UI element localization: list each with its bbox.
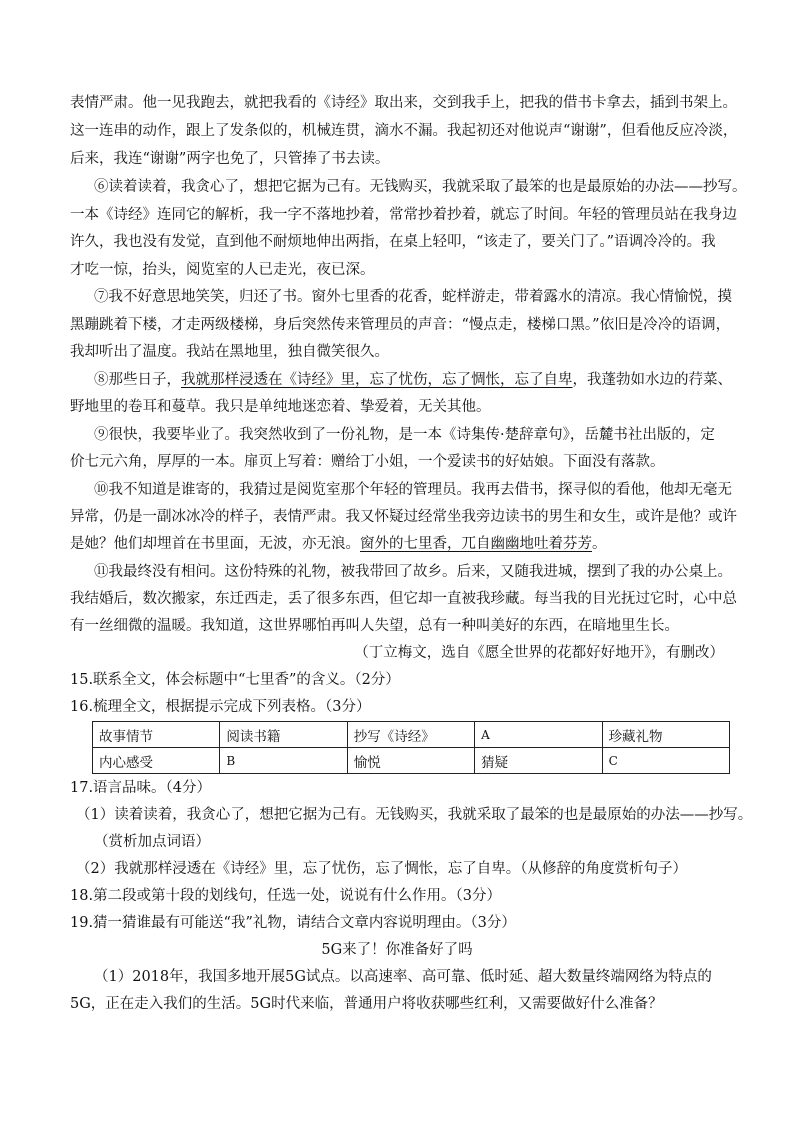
next-article-para1: （1）2018年，我国多地开展5G试点。以高速率、高可靠、低时延、超大数量终端网络为特点的 xyxy=(94,969,712,985)
question-17-2: （2）我就那样浸透在《诗经》里，忘了忧伤，忘了惆怅，忘了自卑。（从修辞的角度赏析句子） xyxy=(76,861,687,877)
para8-lead: ⑧那些日子， xyxy=(94,372,181,388)
para6-line2: 一本《诗经》连同它的解析，我一字不落地抄着，常常抄着抄着，就忘了时间。年轻的管理员站在我身边 xyxy=(70,207,737,223)
para6-line4: 才吃一惊，抬头，阅览室的人已走光，夜已深。 xyxy=(70,262,375,278)
question-17: 17.语言品味。（4分） xyxy=(70,780,212,796)
table-cell: 愉悦 xyxy=(347,748,474,774)
para10-line3 xyxy=(70,534,607,554)
para8-line1 xyxy=(94,370,732,390)
table-row-feeling xyxy=(93,748,730,774)
para5-line2: 这一连串的动作，跟上了发条似的，机械连贯，滴水不漏。我起初还对他说声“谢谢”，但看他反应冷淡， xyxy=(70,123,738,139)
para7-line2: 黑蹦跳着下楼，才走两级楼梯，身后突然传来管理员的声音：“慢点走，楼梯口黑。”依旧是冷冷的语调， xyxy=(70,317,731,333)
para10-line2: 异常，仍是一副冰冰冷的样子，表情严肃。我又怀疑过经常坐我旁边读书的男生和女生，或许是他？或许 xyxy=(70,509,737,525)
para7-line3: 我却听出了温度。我站在黑地里，独自微笑很久。 xyxy=(70,344,389,360)
question-19: 19.猜一猜谁最有可能送“我”礼物，请结合文章内容说明理由。（3分） xyxy=(70,915,516,931)
underlined-sentence-para10: 窗外的七里香，兀自幽幽地吐着芬芳 xyxy=(360,536,592,552)
table-row-plot xyxy=(93,722,730,748)
para11-line1: ⑪我最终没有相问。这份特殊的礼物，被我带回了故乡。后来，又随我进城，摆到了我的办公桌上。 xyxy=(94,564,732,580)
next-article-title: 5G来了！你准备好了吗 xyxy=(321,942,473,958)
table-cell: 珍藏礼物 xyxy=(602,722,729,748)
para8-tail: ，我蓬勃如水边的荇菜、 xyxy=(572,372,732,388)
question-16: 16.梳理全文，根据提示完成下列表格。（3分） xyxy=(70,699,371,715)
question-15: 15.联系全文，体会标题中“七里香”的含义。（2分） xyxy=(70,672,400,688)
para10-lead: 是她？他们却埋首在书里面，无波，亦无浪。 xyxy=(70,536,360,552)
para10-line1: ⑩我不知道是谁寄的，我猜过是阅览室那个年轻的管理员。我再去借书，探寻似的看他，他却无毫无 xyxy=(94,482,732,498)
question-17-1: （1）读着读着，我贪心了，想把它据为己有。无钱购买，我就采取了最笨的也是最原始的办法——抄写。 xyxy=(76,807,753,823)
table-cell-blank-c: C xyxy=(602,748,729,774)
para9-line1: ⑨很快，我要毕业了。我突然收到了一份礼物，是一本《诗集传·楚辞章句》，岳麓书社出版的，定 xyxy=(94,427,715,443)
para5-line1: 表情严肃。他一见我跑去，就把我看的《诗经》取出来，交到我手上，把我的借书卡拿去，插到书架上。 xyxy=(70,95,737,111)
source-attribution: （丁立梅文，选自《愿全世界的花都好好地开》，有删改） xyxy=(354,645,724,661)
para10-tail: 。 xyxy=(592,536,607,552)
para6-line3: 许久，我也没有发觉，直到他不耐烦地伸出两指，在桌上轻叩，“该走了，要关门了。”语调冷冷的。我 xyxy=(70,234,716,250)
para7-line1: ⑦我不好意思地笑笑，归还了书。窗外七里香的花香，蛇样游走，带着露水的清凉。我心情愉悦，摸 xyxy=(94,289,732,305)
underlined-sentence-para8: 我就那样浸透在《诗经》里，忘了忧伤，忘了惆怅，忘了自卑 xyxy=(181,372,573,388)
question-18: 18.第二段或第十段的划线句，任选一处，说说有什么作用。（3分） xyxy=(70,888,502,904)
para9-line2: 价七元六角，厚厚的一本。扉页上写着：赠给丁小姐，一个爱读书的好姑娘。下面没有落款。 xyxy=(70,454,665,470)
table-cell: 抄写《诗经》 xyxy=(347,722,474,748)
question-17-1-hint: （赏析加点词语） xyxy=(94,834,210,850)
para5-line3: 后来，我连“谢谢”两字也免了，只管捧了书去读。 xyxy=(70,151,390,167)
para6-line1: ⑥读着读着，我贪心了，想把它据为己有。无钱购买，我就采取了最笨的也是最原始的办法——抄写。 xyxy=(94,179,747,195)
next-article-para1-cont: 5G，正在走入我们的生活。5G时代来临，普通用户将收获哪些红利，又需要做好什么准备？ xyxy=(70,996,663,1012)
para11-line2: 我结婚后，数次搬家，东迁西走，丢了很多东西，但它却一直被我珍藏。每当我的目光抚过它时，心中总 xyxy=(70,591,737,607)
table-cell: 阅读书籍 xyxy=(220,722,347,748)
para11-line3: 有一丝细微的温暖。我知道，这世界哪怕再叫人失望，总有一种叫美好的东西，在暗地里生长。 xyxy=(70,618,679,634)
para8-line2: 野地里的卷耳和蔓草。我只是单纯地迷恋着、挚爱着，无关其他。 xyxy=(70,399,491,415)
table-cell-blank-b: B xyxy=(220,748,347,774)
table-cell: 猜疑 xyxy=(475,748,602,774)
table-cell: 内心感受 xyxy=(93,748,220,774)
plot-feeling-table xyxy=(92,721,730,774)
table-cell-blank-a: A xyxy=(475,722,602,748)
table-cell: 故事情节 xyxy=(93,722,220,748)
